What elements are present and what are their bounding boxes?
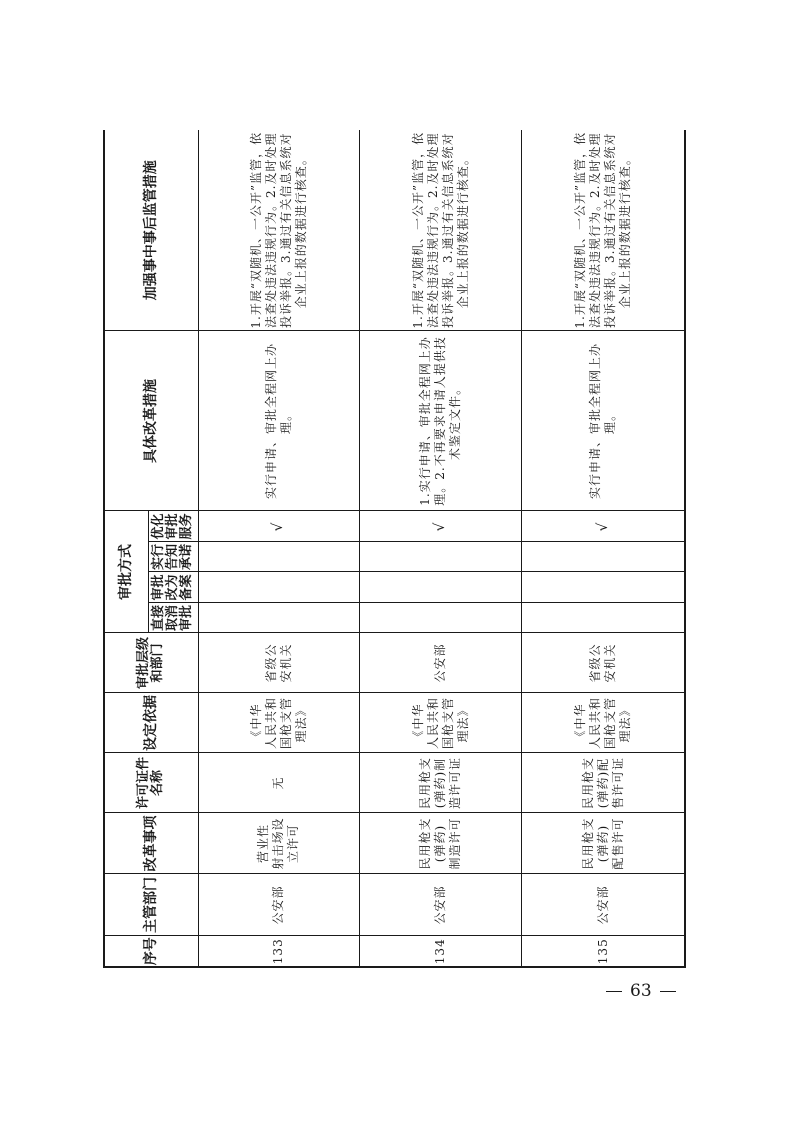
header-mode-filing: 审批 改为 备案 [148, 572, 198, 603]
row-supervision: 1.开展“双随机、一公开”监管，依法查处违法违规行为。2.及时处理投诉举报。3.通过有关信息系统对企业上报的数据进行核查。 [522, 130, 685, 331]
header-mode: 审批方式 [104, 511, 148, 633]
row-dept: 公安部 [198, 874, 360, 936]
row-item: 民用枪支 (弹药) 制造许可 [360, 813, 522, 874]
row-seq: 133 [198, 936, 360, 967]
row-mode-cancel [198, 603, 360, 633]
page-number-text: 63 [630, 981, 652, 1001]
row-mode-optimize: √ [522, 511, 685, 542]
left-dash [606, 991, 622, 992]
row-mode-optimize: √ [360, 511, 522, 542]
right-dash [660, 991, 676, 992]
row-level: 省级公 安机关 [522, 633, 685, 693]
row-mode-optimize: √ [198, 511, 360, 542]
row-supervision: 1.开展“双随机、一公开”监管，依法查处违法违规行为。2.及时处理投诉举报。3.通过有关信息系统对企业上报的数据进行核查。 [360, 130, 522, 331]
page-number [598, 981, 684, 1001]
header-license: 许可证件 名称 [104, 753, 198, 813]
header-item: 改革事项 [104, 813, 198, 874]
row-basis: 《中华 人民共和 国枪支管 理法》 [360, 693, 522, 753]
row-mode-promise [522, 542, 685, 572]
reform-table [103, 130, 686, 968]
row-dept: 公安部 [360, 874, 522, 936]
row-license: 无 [198, 753, 360, 813]
table-row [360, 130, 522, 967]
header-supervision: 加强事中事后监管措施 [104, 130, 198, 331]
row-item: 民用枪支 (弹药) 配售许可 [522, 813, 685, 874]
row-measures: 实行申请、审批全程网上办理。 [198, 331, 360, 511]
row-measures: 1.实行申请、审批全程网上办理。2.不再要求申请人提供技术鉴定文件。 [360, 331, 522, 511]
header-mode-promise: 实行 告知 承诺 [148, 542, 198, 572]
landscape-sheet [103, 130, 686, 968]
row-dept: 公安部 [522, 874, 685, 936]
row-mode-promise [198, 542, 360, 572]
row-mode-promise [360, 542, 522, 572]
row-level: 公安部 [360, 633, 522, 693]
row-measures: 实行申请、审批全程网上办理。 [522, 331, 685, 511]
row-item: 营业性 射击场设 立许可 [198, 813, 360, 874]
header-measures: 具体改革措施 [104, 331, 198, 511]
row-mode-cancel [360, 603, 522, 633]
table-row [522, 130, 685, 967]
header-mode-optimize: 优化 审批 服务 [148, 511, 198, 542]
row-license: 民用枪支 (弹药)制 造许可证 [360, 753, 522, 813]
row-seq: 134 [360, 936, 522, 967]
rotated-table-frame [103, 130, 686, 968]
header-basis: 设定依据 [104, 693, 198, 753]
header-level: 审批层级 和部门 [104, 633, 198, 693]
header-seq: 序号 [104, 936, 198, 967]
row-supervision: 1.开展“双随机、一公开”监管，依法查处违法违规行为。2.及时处理投诉举报。3.通过有关信息系统对企业上报的数据进行核查。 [198, 130, 360, 331]
row-mode-filing [360, 572, 522, 603]
row-mode-filing [522, 572, 685, 603]
header-mode-cancel: 直接 取消 审批 [148, 603, 198, 633]
table-row [198, 130, 360, 967]
header-dept: 主管部门 [104, 874, 198, 936]
row-level: 省级公 安机关 [198, 633, 360, 693]
row-mode-filing [198, 572, 360, 603]
row-seq: 135 [522, 936, 685, 967]
row-basis: 《中华 人民共和 国枪支管 理法》 [198, 693, 360, 753]
row-license: 民用枪支 (弹药)配 售许可证 [522, 753, 685, 813]
row-basis: 《中华 人民共和 国枪支管 理法》 [522, 693, 685, 753]
row-mode-cancel [522, 603, 685, 633]
